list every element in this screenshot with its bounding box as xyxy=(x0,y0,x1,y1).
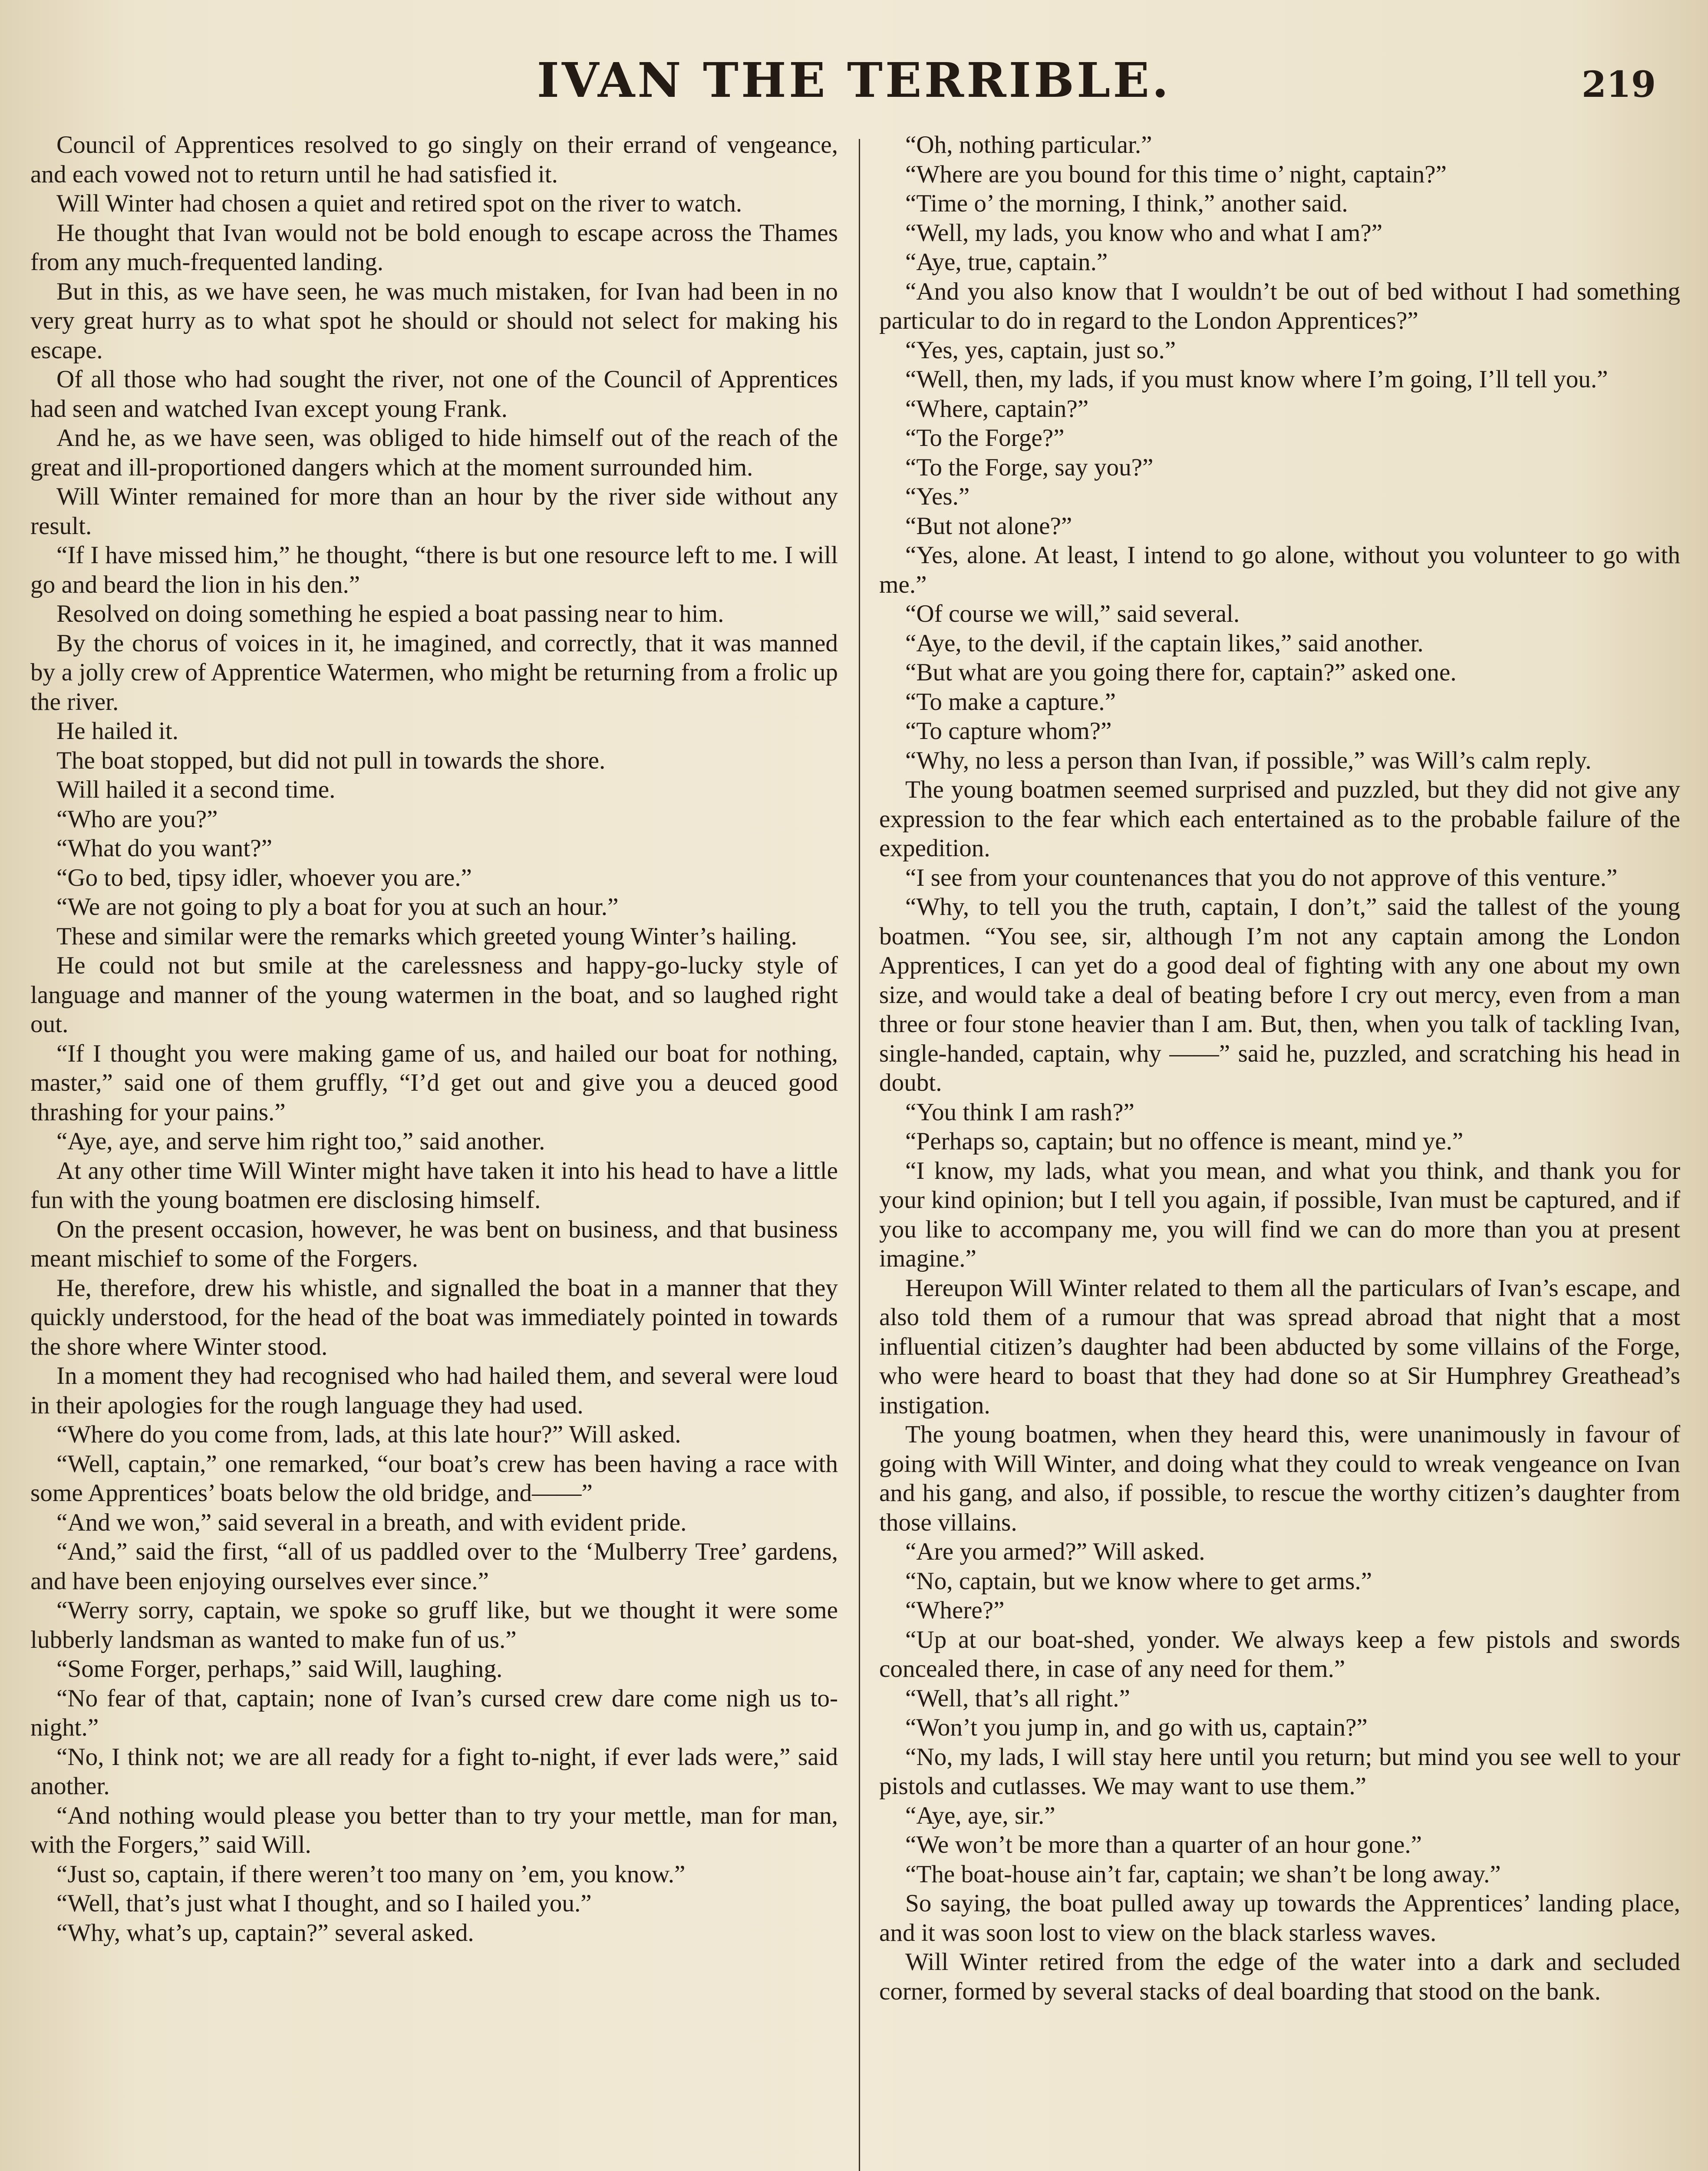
paragraph: “You think I am rash?” xyxy=(905,1098,1134,1126)
paragraph: “Where do you come from, lads, at this late hour?” Will asked. xyxy=(56,1421,681,1448)
paragraph: Will Winter had chosen a quiet and retired spot on the river to watch. xyxy=(56,190,742,217)
paragraph: “Are you armed?” Will asked. xyxy=(905,1538,1205,1565)
paragraph: Will Winter retired from the edge of the water into a dark and secluded corner, formed by several stacks of deal boarding that stood on the bank. xyxy=(879,1948,1680,2005)
paragraph: “To make a capture.” xyxy=(905,688,1116,716)
paragraph: “No, I think not; we are all ready for a fight to-night, if ever lads were,” said another. xyxy=(30,1743,838,1800)
paragraph: “What do you want?” xyxy=(56,835,273,862)
paragraph: “Won’t you jump in, and go with us, captain?” xyxy=(905,1714,1368,1741)
paragraph: “We are not going to ply a boat for you at such an hour.” xyxy=(56,893,619,921)
paragraph: “And,” said the first, “all of us paddled over to the ‘Mulberry Tree’ gardens, and have been enjoying ourselves ever since.” xyxy=(30,1538,838,1595)
paragraph: “To the Forge, say you?” xyxy=(905,453,1154,481)
paragraph: “Go to bed, tipsy idler, whoever you are.” xyxy=(56,864,472,891)
page-number: 219 xyxy=(1581,64,1656,106)
paragraph: Council of Apprentices resolved to go singly on their errand of vengeance, and each vowed not to return until he had satisfied it. xyxy=(30,131,838,188)
paragraph: He thought that Ivan would not be bold enough to escape across the Thames from any much-frequented landing. xyxy=(30,219,838,276)
paragraph: “Who are you?” xyxy=(56,805,218,833)
paragraph: “Well, that’s just what I thought, and so I hailed you.” xyxy=(56,1890,592,1917)
paragraph: Of all those who had sought the river, not one of the Council of Apprentices had seen and watched Ivan except young Frank. xyxy=(30,366,838,422)
paragraph: The young boatmen, when they heard this, were unanimously in favour of going with Will Winter, and doing what they could to wreak vengeance on Ivan and his gang, and also, if possible, to rescue the worthy citizen’s daughter from those villains. xyxy=(879,1421,1680,1536)
paragraph: Hereupon Will Winter related to them all the particulars of Ivan’s escape, and also told them of a rumour that was spread abroad that night that a most influential citizen’s daughter had been abducted by some villains of the Forge, who were heard to boast that they had done so at Sir Humphrey Greathead’s instigation. xyxy=(879,1274,1680,1419)
paragraph: “Yes, alone. At least, I intend to go alone, without you volunteer to go with me.” xyxy=(879,541,1680,598)
paragraph: “Where, captain?” xyxy=(905,395,1089,422)
paragraph: “Where?” xyxy=(905,1597,1005,1624)
paragraph: “Oh, nothing particular.” xyxy=(905,131,1152,158)
paragraph: “Perhaps so, captain; but no offence is meant, mind ye.” xyxy=(905,1128,1464,1155)
paragraph: “And you also know that I wouldn’t be out of bed without I had something particular to do in regard to the London Apprentices?” xyxy=(879,277,1680,334)
paragraph: “Why, what’s up, captain?” several asked. xyxy=(56,1919,474,1947)
paragraph: “Just so, captain, if there weren’t too many on ’em, you know.” xyxy=(56,1860,686,1888)
paragraph: He, therefore, drew his whistle, and signalled the boat in a manner that they quickly understood, for the head of the boat was immediately pointed in towards the shore where Winter stood. xyxy=(30,1274,838,1360)
paragraph: At any other time Will Winter might have taken it into his head to have a little fun with the young boatmen ere disclosing himself. xyxy=(30,1157,838,1214)
paragraph: “Aye, true, captain.” xyxy=(905,248,1108,276)
paragraph: “But what are you going there for, captain?” asked one. xyxy=(905,659,1457,686)
paragraph: The boat stopped, but did not pull in towards the shore. xyxy=(56,746,606,774)
paragraph: Will hailed it a second time. xyxy=(56,776,336,803)
paragraph: “To capture whom?” xyxy=(905,717,1112,745)
paragraph: In a moment they had recognised who had hailed them, and several were loud in their apologies for the rough language they had used. xyxy=(30,1362,838,1419)
paragraph: He hailed it. xyxy=(56,717,179,745)
paragraph: By the chorus of voices in it, he imagined, and correctly, that it was manned by a jolly crew of Apprentice Watermen, who might be returning from a frolic up the river. xyxy=(30,629,838,716)
paragraph: “If I have missed him,” he thought, “there is but one resource left to me. I will go and beard the lion in his den.” xyxy=(30,541,838,598)
paragraph: “Why, no less a person than Ivan, if possible,” was Will’s calm reply. xyxy=(905,746,1592,774)
paragraph: So saying, the boat pulled away up towards the Apprentices’ landing place, and it was soon lost to view on the black starless waves. xyxy=(879,1890,1680,1947)
paragraph: “Werry sorry, captain, we spoke so gruff like, but we thought it were some lubberly landsman as wanted to make fun of us.” xyxy=(30,1597,838,1653)
paragraph: “Some Forger, perhaps,” said Will, laughing. xyxy=(56,1655,503,1683)
paragraph: “I see from your countenances that you do not approve of this venture.” xyxy=(905,864,1618,891)
paragraph: “No fear of that, captain; none of Ivan’s cursed crew dare come nigh us to-night.” xyxy=(30,1684,838,1741)
paragraph: But in this, as we have seen, he was much mistaken, for Ivan had been in no very great hurry as to what spot he should or should not select for making his escape. xyxy=(30,277,838,364)
paragraph: “To the Forge?” xyxy=(905,424,1065,452)
paragraph: “Aye, to the devil, if the captain likes,” said another. xyxy=(905,629,1424,657)
paragraph: He could not but smile at the carelessness and happy-go-lucky style of language and manner of the young watermen in the boat, and so laughed right out. xyxy=(30,952,838,1038)
paragraph: “No, my lads, I will stay here until you return; but mind you see well to your pistols and cutlasses. We may want to use them.” xyxy=(879,1743,1680,1800)
paragraph: On the present occasion, however, he was bent on business, and that business meant mischief to some of the Forgers. xyxy=(30,1215,838,1272)
paragraph: “And we won,” said several in a breath, and with evident pride. xyxy=(56,1508,687,1536)
paragraph: “Yes, yes, captain, just so.” xyxy=(905,336,1176,364)
paragraph: “Yes.” xyxy=(905,483,970,510)
paragraph: “Aye, aye, sir.” xyxy=(905,1801,1055,1829)
paragraph: “Well, then, my lads, if you must know where I’m going, I’ll tell you.” xyxy=(905,366,1608,393)
paragraph: “And nothing would please you better than to try your mettle, man for man, with the Forgers,” said Will. xyxy=(30,1801,838,1858)
paragraph: “Well, captain,” one remarked, “our boat’s crew has been having a race with some Apprentices’ boats below the old bridge, and——” xyxy=(30,1450,838,1507)
page-title: IVAN THE TERRIBLE. xyxy=(537,52,1171,108)
paragraph: “Of course we will,” said several. xyxy=(905,600,1240,627)
right-column xyxy=(879,130,1680,2171)
paragraph: “Well, that’s all right.” xyxy=(905,1684,1130,1712)
paragraph: Resolved on doing something he espied a boat passing near to him. xyxy=(56,600,724,627)
paragraph: Will Winter remained for more than an hour by the river side without any result. xyxy=(30,483,838,540)
paragraph: “No, captain, but we know where to get arms.” xyxy=(905,1567,1372,1595)
paragraph: These and similar were the remarks which greeted young Winter’s hailing. xyxy=(56,922,797,950)
paragraph: “But not alone?” xyxy=(905,512,1072,540)
paragraph: “Why, to tell you the truth, captain, I don’t,” said the tallest of the young boatmen. “You see, sir, although I’m not any captain among the London Apprentices, I can yet do a good deal of fighting with any one about my own size, and would take a deal of beating before I cry out mercy, even from a man three or four stone heavier than I am. But, then, when you talk of tackling Ivan, single-handed, captain, why ——” said he, puzzled, and scratching his head in doubt. xyxy=(879,893,1680,1096)
paragraph: “Time o’ the morning, I think,” another said. xyxy=(905,190,1348,217)
column-divider xyxy=(859,139,860,2171)
paragraph: And he, as we have seen, was obliged to hide himself out of the reach of the great and ill-proportioned dangers which at the moment surrounded him. xyxy=(30,424,838,481)
paragraph: “If I thought you were making game of us, and hailed our boat for nothing, master,” said one of them gruffly, “I’d get out and give you a deuced good thrashing for your pains.” xyxy=(30,1039,838,1126)
paragraph: “Well, my lads, you know who and what I am?” xyxy=(905,219,1383,247)
paragraph: “We won’t be more than a quarter of an hour gone.” xyxy=(905,1831,1422,1858)
paragraph: The young boatmen seemed surprised and puzzled, but they did not give any expression to the fear which each entertained as to the probable failure of the expedition. xyxy=(879,776,1680,862)
page-header xyxy=(26,52,1682,109)
paragraph: “Aye, aye, and serve him right too,” said another. xyxy=(56,1128,545,1155)
paragraph: “I know, my lads, what you mean, and what you think, and thank you for your kind opinion; but I tell you again, if possible, Ivan must be captured, and if you like to accompany me, you will find we can do more than you at present imagine.” xyxy=(879,1157,1680,1272)
paragraph: “The boat-house ain’t far, captain; we shan’t be long away.” xyxy=(905,1860,1501,1888)
paragraph: “Where are you bound for this time o’ night, captain?” xyxy=(905,160,1447,188)
paragraph: “Up at our boat-shed, yonder. We always keep a few pistols and swords concealed there, in case of any need for them.” xyxy=(879,1626,1680,1683)
left-column xyxy=(30,130,838,2171)
